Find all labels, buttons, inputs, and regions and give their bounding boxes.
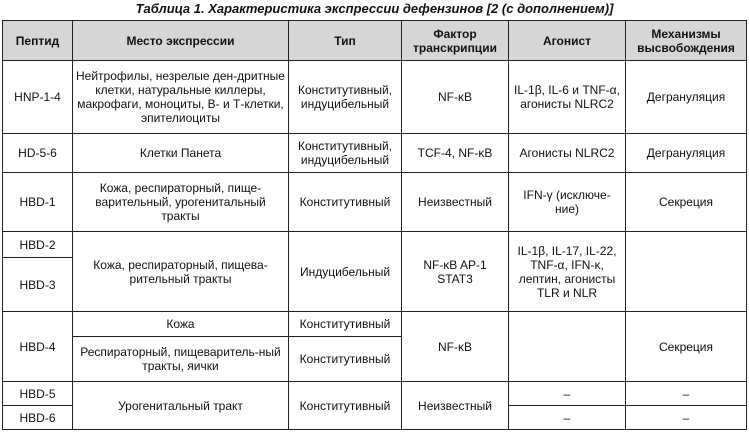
peptide-cell: HBD-5	[3, 382, 73, 406]
release-cell: Дегрануляция	[626, 61, 747, 134]
release-cell: Дегрануляция	[626, 134, 747, 173]
header-row	[3, 21, 747, 61]
location-cell: Кожа	[73, 312, 289, 337]
peptide-cell: HD-5-6	[3, 134, 73, 173]
transcription-factor-cell: Неизвестный	[402, 173, 509, 232]
agonist-cell: Агонисты NLRC2	[509, 134, 626, 173]
agonist-cell: IFN-γ (исключе-ние)	[509, 173, 626, 232]
type-cell: Конститутивный	[289, 337, 402, 382]
location-cell: Кожа, респираторный, пищева-рительный тракты	[73, 232, 289, 312]
release-cell	[626, 232, 747, 312]
table-caption: Таблица 1. Характеристика экспрессии дефензинов [2 (с дополнением)]	[135, 1, 614, 16]
transcription-factor-cell: Неизвестный	[402, 382, 509, 430]
location-cell: Нейтрофилы, незрелые ден-дритные клетки, натуральные киллеры, макрофаги, моноциты, В- и Т-клетки, эпителиоциты	[73, 61, 289, 134]
table-row	[3, 61, 747, 134]
peptide-cell: HBD-6	[3, 406, 73, 430]
release-cell: Секреция	[626, 312, 747, 382]
header-type: Тип	[289, 21, 402, 61]
header-release-mechanism: Механизмы высвобождения	[626, 21, 747, 61]
type-cell: Конститутивный	[289, 312, 402, 337]
agonist-cell: –	[509, 406, 626, 430]
header-location: Место экспрессии	[73, 21, 289, 61]
agonist-cell: IL-1β, IL-17, IL-22, TNF-α, IFN-κ, лептин, агонисты TLR и NLR	[509, 232, 626, 312]
transcription-factor-cell: NF-κB AP-1 STAT3	[402, 232, 509, 312]
header-peptide: Пептид	[3, 21, 73, 61]
peptide-cell: HNP-1-4	[3, 61, 73, 134]
table-row	[3, 382, 747, 406]
peptide-cell: HBD-2	[3, 232, 73, 258]
transcription-factor-cell: TCF-4, NF-κB	[402, 134, 509, 173]
transcription-factor-cell: NF-κB	[402, 61, 509, 134]
peptide-cell: HBD-4	[3, 312, 73, 382]
location-cell: Респираторный, пищеваритель-ный тракты, яички	[73, 337, 289, 382]
peptide-cell: HBD-1	[3, 173, 73, 232]
type-cell: Конститутивный	[289, 173, 402, 232]
header-transcription-factor: Фактор транскрипции	[402, 21, 509, 61]
type-cell: Конститутивный, индуцибельный	[289, 61, 402, 134]
peptide-cell: HBD-3	[3, 258, 73, 312]
agonist-cell: IL-1β, IL-6 и TNF-α, агонисты NLRC2	[509, 61, 626, 134]
table-row	[3, 134, 747, 173]
table-row	[3, 312, 747, 337]
release-cell: –	[626, 382, 747, 406]
table-row	[3, 173, 747, 232]
type-cell: Конститутивный, индуцибельный	[289, 134, 402, 173]
location-cell: Клетки Панета	[73, 134, 289, 173]
location-cell: Кожа, респираторный, пище-варительный, урогенитальный тракты	[73, 173, 289, 232]
release-cell: –	[626, 406, 747, 430]
agonist-cell	[509, 312, 626, 382]
type-cell: Конститутивный	[289, 382, 402, 430]
location-cell: Урогенитальный тракт	[73, 382, 289, 430]
transcription-factor-cell: NF-κB	[402, 312, 509, 382]
header-agonist: Агонист	[509, 21, 626, 61]
table-row	[3, 232, 747, 258]
defensin-expression-table	[2, 20, 747, 430]
release-cell: Секреция	[626, 173, 747, 232]
agonist-cell: –	[509, 382, 626, 406]
type-cell: Индуцибельный	[289, 232, 402, 312]
